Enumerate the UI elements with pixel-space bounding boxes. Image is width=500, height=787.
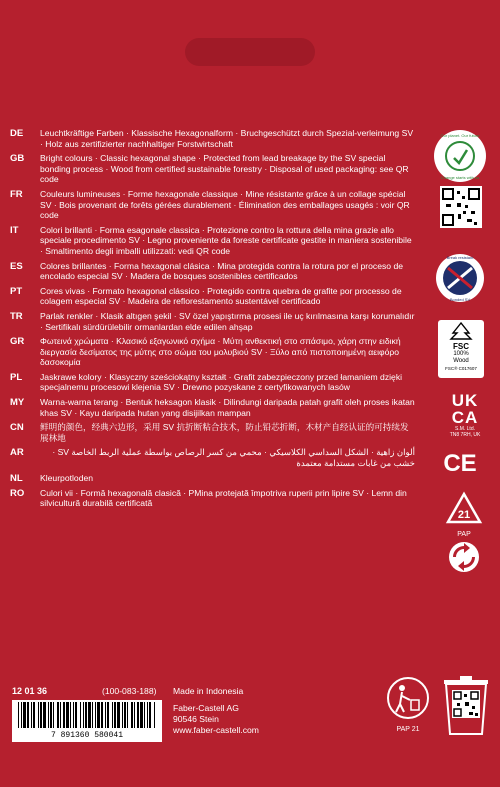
language-row-de <box>10 128 415 149</box>
barcode-digits: 7 891360 580041 <box>50 731 123 740</box>
ukca-sub: S.M. Ltd. <box>454 426 475 432</box>
barcode-bar <box>53 702 54 728</box>
language-code: AR <box>10 447 24 459</box>
bin-qr-mark[interactable] <box>440 674 492 738</box>
barcode-bar <box>83 702 84 728</box>
barcode-bar <box>114 702 116 728</box>
svg-text:Our planet. Our future: Our planet. Our future <box>440 133 480 138</box>
company-city: 90546 Stein <box>173 714 219 724</box>
barcode-bars <box>12 700 162 730</box>
language-row-tr <box>10 311 415 332</box>
person-disposing-icon <box>386 676 430 720</box>
svg-text:Change starts with us: Change starts with us <box>440 175 480 180</box>
fsc-wood: Wood <box>453 358 469 364</box>
barcode-bar <box>88 702 91 728</box>
language-code: DE <box>10 128 24 139</box>
barcode-bar <box>57 702 59 728</box>
reference-number: (100-083-188) <box>102 686 157 696</box>
language-text: Bright colours · Classic hexagonal shape · Protected from lead breakage by the SV special bonding process · Wood from certified sustainable forestry · Disposal of used packaging: see QR code <box>40 153 409 185</box>
barcode-bar <box>95 702 96 728</box>
barcode-bar <box>27 702 29 728</box>
language-text: Kleurpotloden <box>40 472 94 483</box>
ukca-line2: CA <box>451 408 479 427</box>
language-code: MY <box>10 397 25 409</box>
barcode-bar <box>66 702 69 728</box>
language-code: FR <box>10 188 23 200</box>
barcode-bar <box>75 702 77 728</box>
barcode-bar <box>144 702 145 728</box>
barcode-bar <box>38 702 39 728</box>
fsc-code: FSC® C017607 <box>445 366 477 371</box>
barcode-bar <box>92 702 93 728</box>
language-text: Culori vii · Formă hexagonală clasică · PMina protejată împotriva ruperii prin lipire SV · Lemn din silvicultură durabilă certificată <box>40 487 407 509</box>
svg-text:Break resistant: Break resistant <box>446 255 474 260</box>
barcode-bar <box>48 702 49 728</box>
barcode-bar <box>63 702 65 728</box>
recycle-triangle-icon <box>444 490 484 526</box>
language-row-gb <box>10 153 415 185</box>
language-row-fr <box>10 189 415 221</box>
fsc-title: FSC <box>453 342 469 351</box>
ce-mark: CE <box>443 450 477 477</box>
pap-label: PAP <box>457 531 471 538</box>
language-code: IT <box>10 224 19 236</box>
language-row-ro <box>10 488 415 509</box>
language-text: ألوان زاهية · الشكل السداسي الكلاسيكي · محمي من كسر الرصاص بواسطة عملية الربط الخاصة SV · خشب من غابات مستدامة معتمدة <box>52 447 415 469</box>
barcode-bar <box>124 702 126 728</box>
language-row-cn <box>10 422 415 443</box>
language-code: RO <box>10 487 25 499</box>
qr-code-icon <box>440 186 482 228</box>
language-row-my <box>10 397 415 418</box>
qr-code-top[interactable] <box>440 186 482 228</box>
barcode-bar <box>131 702 133 728</box>
language-row-nl <box>10 473 415 484</box>
barcode-bar <box>80 702 81 728</box>
language-text: Leuchtkräftige Farben · Klassische Hexagonalform · Bruchgeschützt durch Spezial-verleimung SV · Holz aus zertifizierter nachhaltiger Forstwirtschaft <box>40 128 414 149</box>
ukca-addr: TN8 7RH, UK <box>449 432 481 438</box>
barcode-bar <box>73 702 74 728</box>
barcode-bar <box>70 702 71 728</box>
bin-qr-icon <box>440 674 492 738</box>
ukca-mark <box>440 392 490 438</box>
barcode-bar <box>122 702 123 728</box>
barcode-bar <box>18 702 19 728</box>
barcode-bar <box>60 702 61 728</box>
barcode-bar <box>105 702 106 728</box>
language-row-ar <box>10 447 415 468</box>
barcode-bar <box>107 702 109 728</box>
fsc-tree-icon <box>438 320 484 342</box>
language-row-pt <box>10 286 415 307</box>
barcode-bar <box>101 702 103 728</box>
language-code: NL <box>10 472 23 484</box>
break-resistant-badge <box>434 252 486 304</box>
company-name: Faber-Castell AG <box>173 703 239 713</box>
language-code: CN <box>10 422 24 434</box>
language-row-it <box>10 225 415 257</box>
barcode-bar <box>134 702 135 728</box>
language-code: ES <box>10 260 23 272</box>
language-row-pl <box>10 372 415 393</box>
language-row-gr <box>10 336 415 368</box>
barcode-bar <box>147 702 148 728</box>
language-text: Cores vivas · Formato hexagonal clássico · Protegido contra quebra de grafite por processo de colagem especial SV · Madeira de reflorestamento sustentável certificado <box>40 285 402 307</box>
barcode-bar <box>149 702 151 728</box>
barcode-bar <box>137 702 139 728</box>
language-text: Φωτεινά χρώματα · Κλασικό εξαγωνικό σχήμα · Μύτη ανθεκτική στο σπάσιμο, χάρη στην ειδική διεργασία δεσίματος της μύτης στο σώμα του μολυβιού SV · Ξύλο από πιστοποιημένη αειφόρο δασοκομία <box>40 336 401 368</box>
made-in: Made in Indonesia <box>173 686 244 696</box>
barcode-bar <box>140 702 143 728</box>
language-descriptions <box>10 128 415 513</box>
language-text: Couleurs lumineuses · Forme hexagonale classique · Mine résistante grâce à un collage spécial SV · Bois provenant de forêts gérées durablement · Élimination des emballages usagés : voir QR code <box>40 188 410 221</box>
barcode <box>12 700 162 742</box>
barcode-bar <box>21 702 22 728</box>
green-dot-icon <box>447 540 481 574</box>
barcode-bar <box>154 702 155 728</box>
svg-text:Bonded SV: Bonded SV <box>449 297 471 302</box>
language-code: PT <box>10 285 23 297</box>
our-planet-stamp <box>432 128 488 184</box>
pap-recycle-mark <box>444 490 484 538</box>
ukca-line1: UK <box>451 391 479 410</box>
language-text: Jaskrawe kolory · Klasyczny sześciokątny kształt · Grafit zabezpieczony przed łamaniem dzięki specjalnemu procesowi klejenia SV · Drewno pozyskane z certyfikowanych lasów <box>40 371 403 393</box>
break-resistant-icon <box>434 252 486 304</box>
pap21-label: PAP 21 <box>396 726 420 733</box>
language-code: PL <box>10 371 23 383</box>
language-text: Colori brillanti · Forma esagonale classica · Protezione contro la rottura della mina grazie allo speciale procedimento SV · Legno proveniente da foreste certificate gestite in maniera sostenibile · Smaltimento degli imballi utilizzati: vedi QR code <box>40 224 412 256</box>
fsc-percent: 100% <box>453 351 469 357</box>
hang-tab-area <box>0 0 500 118</box>
barcode-bar <box>40 702 42 728</box>
language-code: GR <box>10 336 25 348</box>
barcode-bar <box>23 702 26 728</box>
pap21-disposal-mark <box>386 676 430 736</box>
fsc-label <box>438 320 484 378</box>
barcode-bar <box>112 702 113 728</box>
language-code: GB <box>10 153 25 165</box>
hang-hole <box>185 38 315 66</box>
barcode-bar <box>127 702 128 728</box>
language-text: 鲜明的颜色，经典六边形，采用 SV 抗折断粘合技术，防止铅芯折断，木材产自经认证的可持续发展林地 <box>40 422 409 443</box>
barcode-bar <box>31 702 32 728</box>
language-text: Colores brillantes · Forma hexagonal clásica · Mina protegida contra la rotura por el proceso de encolado especial SV · Madera de bosques sostenibles certificados <box>40 260 404 282</box>
barcode-bar <box>117 702 120 728</box>
language-text: Warna-warna terang · Bentuk heksagon klasik · Dilindungi daripada patah grafit oleh proses ikatan khas SV · Kayu daripada hutan yang disijilkan mampan <box>40 397 415 418</box>
svg-text:21: 21 <box>457 509 471 521</box>
barcode-bar <box>43 702 46 728</box>
barcode-bar <box>85 702 87 728</box>
barcode-bar <box>97 702 100 728</box>
article-number: 12 01 36 <box>12 686 48 696</box>
barcode-bar <box>33 702 35 728</box>
language-code: TR <box>10 310 23 322</box>
green-dot-mark <box>447 540 481 574</box>
company-address <box>173 703 259 736</box>
language-text: Parlak renkler · Klasik altıgen şekil · SV özel yapıştırma prosesi ile uç kırılmasına karşı korumalıdır · Sertifikalı sürdürülebilir ormanlardan elde edilen ahşap <box>40 310 415 332</box>
language-row-es <box>10 261 415 282</box>
company-website[interactable]: www.faber-castell.com <box>173 725 259 735</box>
planet-stamp-icon <box>432 128 488 184</box>
barcode-bar <box>50 702 52 728</box>
